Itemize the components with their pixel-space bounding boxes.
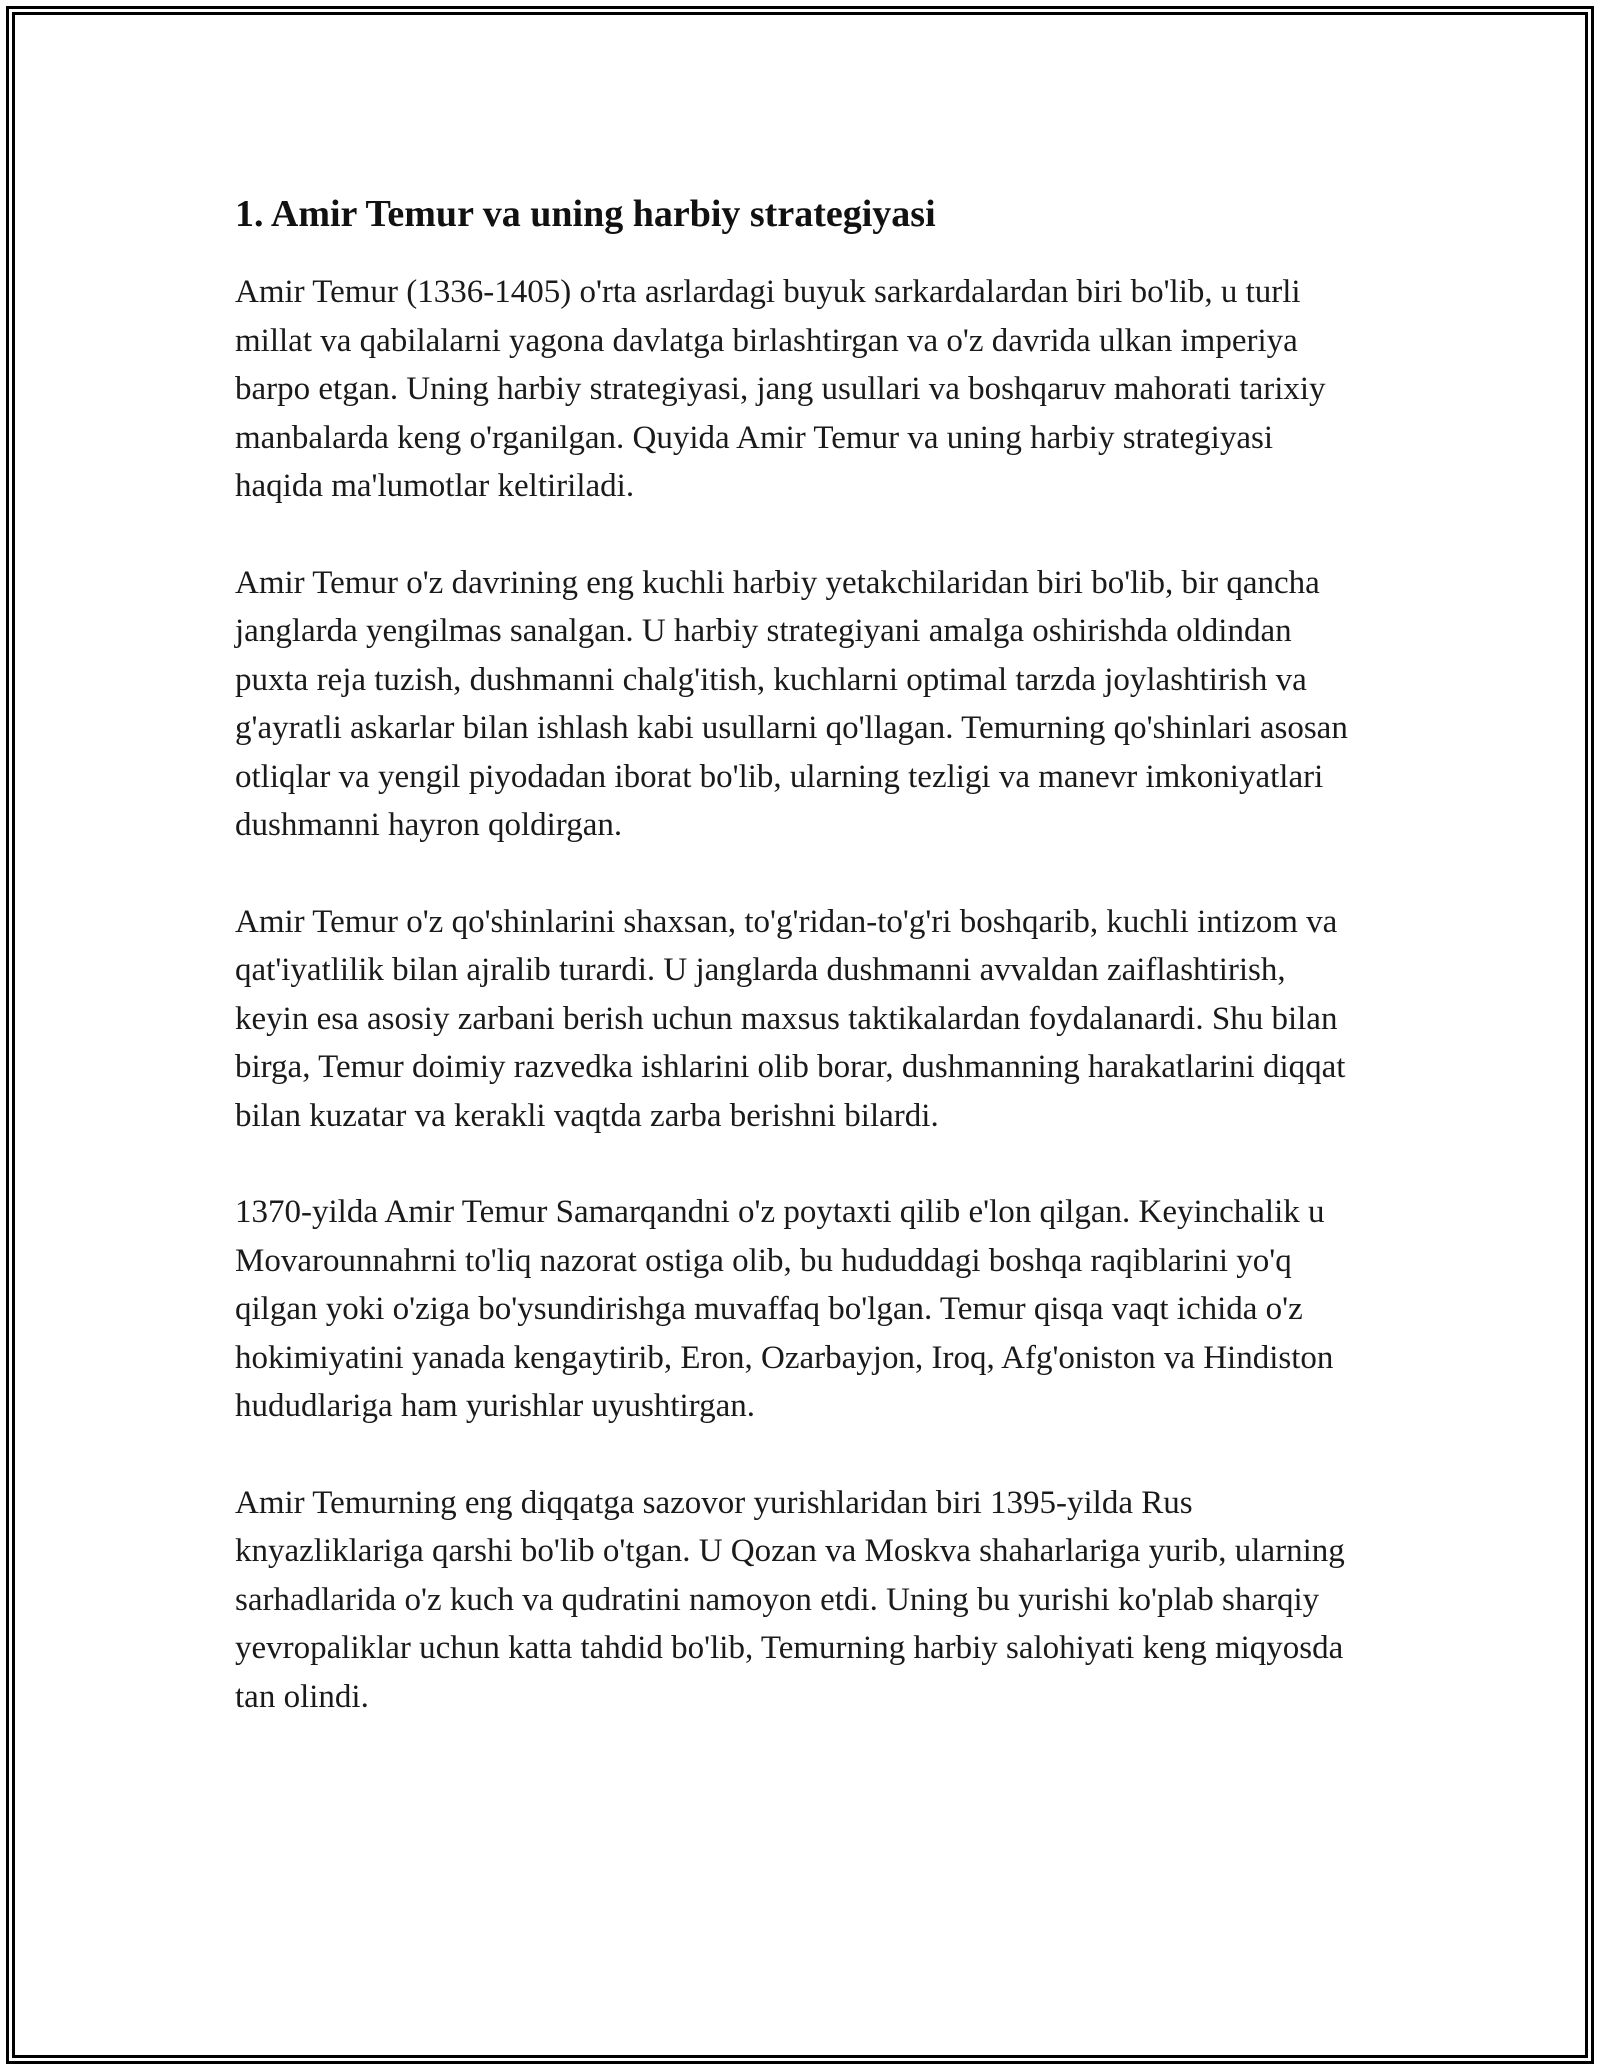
paragraph-campaign: Amir Temurning eng diqqatga sazovor yurishlaridan biri 1395-yilda Rus knyazliklariga qarshi bo'lib o'tgan. U Qozan va Moskva shaharlariga yurib, ularning sarhadlarida o'z kuch va qudratini namoyon etdi. Uning bu yurishi ko'plab sharqiy yevropaliklar uchun katta tahdid bo'lib, Temurning harbiy salohiyati keng miqyosda tan olindi. (235, 1484, 1345, 1715)
paragraph-leadership: Amir Temur o'z qo'shinlarini shaxsan, to'g'ridan-to'g'ri boshqarib, kuchli intizom va qat'iyatlilik bilan ajralib turardi. U janglarda dushmanni avvaldan zaiflashtirish, keyin esa asosiy zarbani berish uchun maxsus taktikalardan foydalanardi. Shu bilan birga, Temur doimiy razvedka ishlarini olib borar, dushmanning harakatlarini diqqat bilan kuzatar va kerakli vaqtda zarba berishni bilardi. (235, 903, 1346, 1134)
paragraph-intro: Amir Temur (1336-1405) o'rta asrlardagi buyuk sarkardalardan biri bo'lib, u turli millat va qabilalarni yagona davlatga birlashtirgan va o'z davrida ulkan imperiya barpo etgan. Uning harbiy strategiyasi, jang usullari va boshqaruv mahorati tarixiy manbalarda keng o'rganilgan. Quyida Amir Temur va uning harbiy strategiyasi haqida ma'lumotlar keltiriladi. (235, 274, 1326, 504)
section-heading: 1. Amir Temur va uning harbiy strategiyasi (235, 193, 936, 235)
paragraph-strategy: Amir Temur o'z davrining eng kuchli harbiy yetakchilaridan biri bo'lib, bir qancha janglarda yengilmas sanalgan. U harbiy strategiyani amalga oshirishda oldindan puxta reja tuzish, dushmanni chalg'itish, kuchlarni optimal tarzda joylashtirish va g'ayratli askarlar bilan ishlash kabi usullarni qo'llagan. Temurning qo'shinlari asosan otliqlar va yengil piyodadan iborat bo'lib, ularning tezligi va manevr imkoniyatlari dushmanni hayron qoldirgan. (235, 564, 1348, 843)
paragraph-samarkand: 1370-yilda Amir Temur Samarqandni o'z poytaxti qilib e'lon qilgan. Keyinchalik u Movarounnahrni to'liq nazorat ostiga olib, bu hududdagi boshqa raqiblarini yo'q qilgan yoki o'ziga bo'ysundirishga muvaffaq bo'lgan. Temur qisqa vaqt ichida o'z hokimiyatini yanada kengaytirib, Eron, Ozarbayjon, Iroq, Afg'oniston va Hindiston hududlariga ham yurishlar uyushtirgan. (235, 1194, 1334, 1424)
document-body (235, 188, 1365, 1769)
